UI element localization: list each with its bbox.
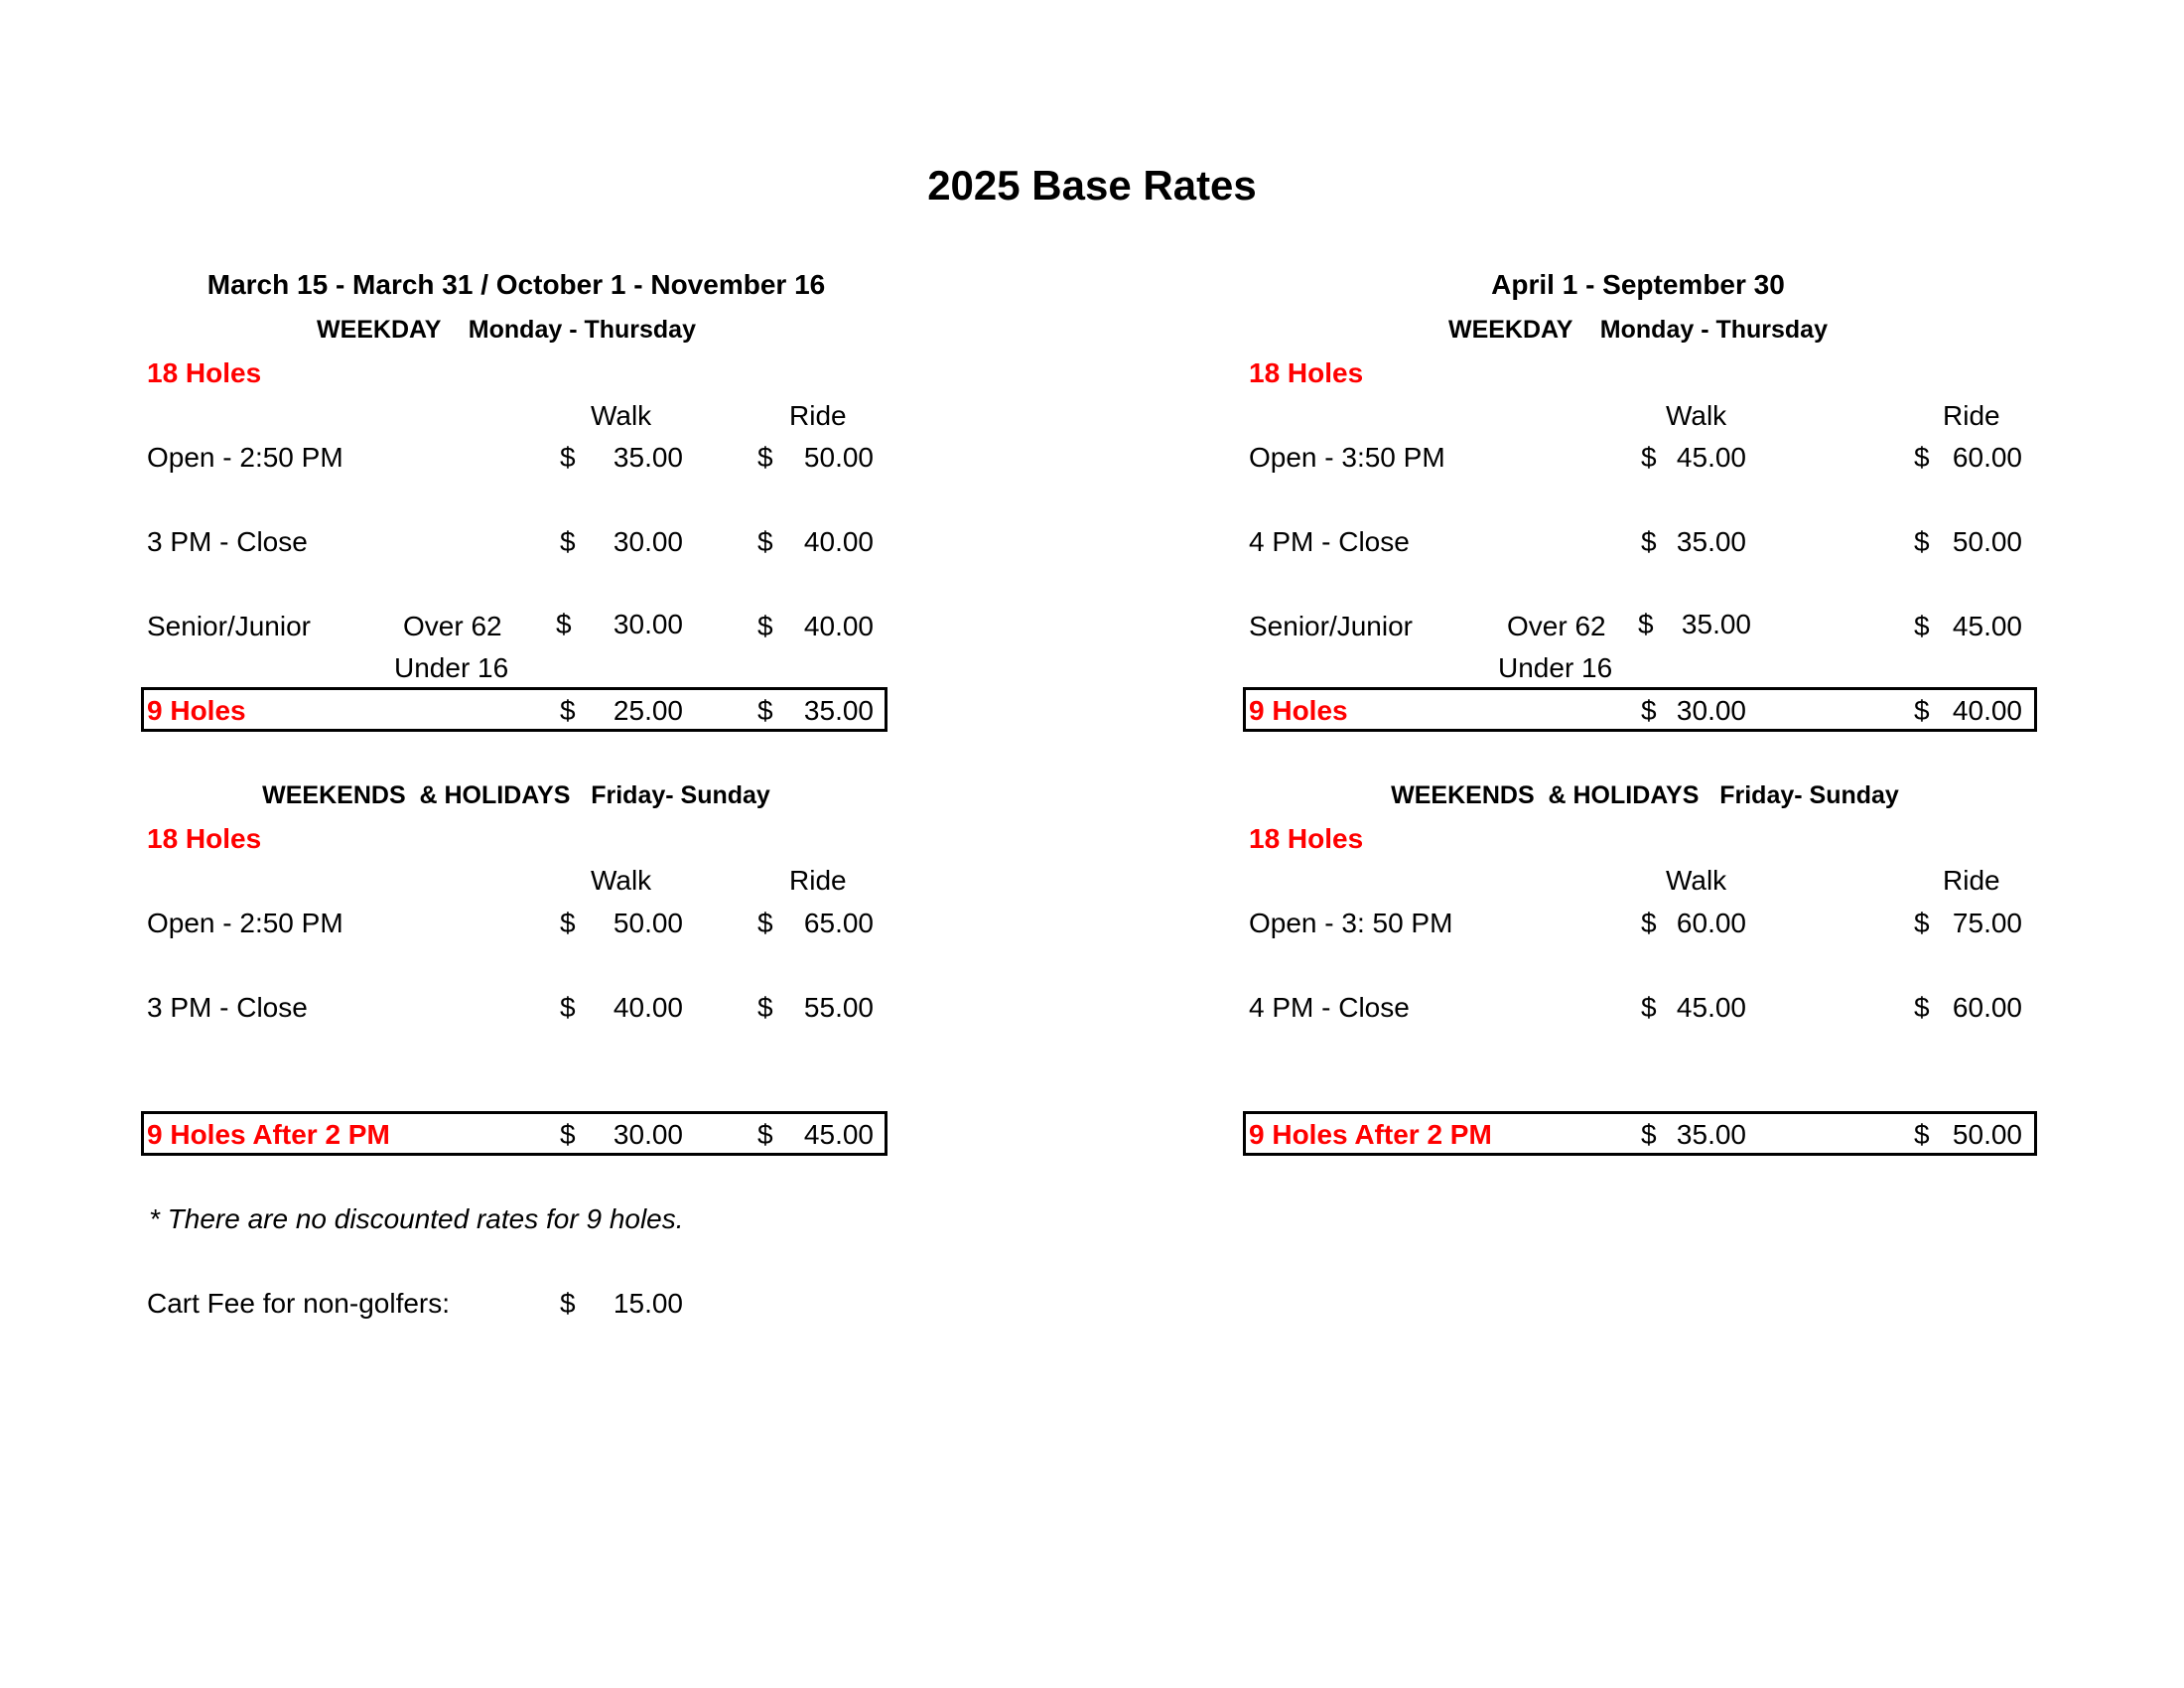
nine-holes-label: 9 Holes: [147, 695, 246, 726]
walk-price: 30.00: [613, 609, 683, 639]
currency-symbol: $: [757, 611, 773, 641]
nine-holes-after-label: 9 Holes After 2 PM: [147, 1119, 390, 1150]
rate-row-label: 4 PM - Close: [1249, 526, 1410, 557]
currency-symbol: $: [1641, 695, 1657, 726]
left-season-heading: March 15 - March 31 / October 1 - November 16: [206, 269, 826, 300]
currency-symbol: $: [757, 442, 773, 473]
currency-symbol: $: [1914, 695, 1930, 726]
rate-row-label: Senior/Junior: [1249, 611, 1413, 641]
currency-symbol: $: [757, 695, 773, 726]
rate-row-label: Open - 2:50 PM: [147, 908, 343, 938]
currency-symbol: $: [1641, 992, 1657, 1023]
right-weekend-walk-header: Walk: [1666, 865, 1727, 896]
left-weekday-heading: WEEKDAY Monday - Thursday: [316, 316, 696, 344]
ride-price: 40.00: [803, 611, 874, 641]
right-weekend-heading: WEEKENDS & HOLIDAYS Friday- Sunday: [1391, 781, 1899, 809]
currency-symbol: $: [1914, 442, 1930, 473]
currency-symbol: $: [560, 526, 576, 557]
currency-symbol: $: [560, 442, 576, 473]
right-weekday-ride-header: Ride: [1943, 400, 2000, 431]
age-note-under: Under 16: [394, 652, 509, 683]
left-weekend-ride-header: Ride: [789, 865, 847, 896]
currency-symbol: $: [1641, 1119, 1657, 1150]
rate-row-label: Open - 2:50 PM: [147, 442, 343, 473]
ride-price: 40.00: [1952, 695, 2022, 726]
walk-price: 30.00: [613, 526, 683, 557]
currency-symbol: $: [1641, 526, 1657, 557]
ride-price: 50.00: [803, 442, 874, 473]
walk-price: 45.00: [1676, 442, 1746, 473]
currency-symbol: $: [1914, 611, 1930, 641]
currency-symbol: $: [560, 695, 576, 726]
rate-row-label: 3 PM - Close: [147, 992, 308, 1023]
nine-holes-label: 9 Holes: [1249, 695, 1348, 726]
ride-price: 75.00: [1952, 908, 2022, 938]
ride-price: 60.00: [1952, 442, 2022, 473]
left-weekend-walk-header: Walk: [591, 865, 652, 896]
right-weekday-section: 18 Holes: [1249, 357, 1364, 388]
ride-price: 60.00: [1952, 992, 2022, 1023]
walk-price: 30.00: [1676, 695, 1746, 726]
currency-symbol: $: [757, 1119, 773, 1150]
currency-symbol: $: [1914, 908, 1930, 938]
currency-symbol: $: [1641, 908, 1657, 938]
currency-symbol: $: [1914, 1119, 1930, 1150]
page-title: 2025 Base Rates: [927, 162, 1257, 209]
rate-row-label: 4 PM - Close: [1249, 992, 1410, 1023]
ride-price: 65.00: [803, 908, 874, 938]
walk-price: 25.00: [613, 695, 683, 726]
nine-holes-after-label: 9 Holes After 2 PM: [1249, 1119, 1492, 1150]
currency-symbol: $: [1641, 442, 1657, 473]
left-weekend-heading: WEEKENDS & HOLIDAYS Friday- Sunday: [262, 781, 770, 809]
walk-price: 35.00: [613, 442, 683, 473]
currency-symbol: $: [1638, 609, 1654, 639]
footnote: * There are no discounted rates for 9 holes.: [149, 1203, 684, 1234]
right-season-heading: April 1 - September 30: [1491, 269, 1785, 300]
left-weekday-ride-header: Ride: [789, 400, 847, 431]
currency-symbol: $: [560, 908, 576, 938]
age-note-over: Over 62: [1507, 611, 1606, 641]
walk-price: 40.00: [613, 992, 683, 1023]
currency-symbol: $: [757, 992, 773, 1023]
currency-symbol: $: [560, 1119, 576, 1150]
walk-price: 45.00: [1676, 992, 1746, 1023]
currency-symbol: $: [1914, 526, 1930, 557]
cart-fee-value: 15.00: [613, 1288, 683, 1319]
age-note-under: Under 16: [1498, 652, 1613, 683]
walk-price: 35.00: [1676, 1119, 1746, 1150]
right-weekend-ride-header: Ride: [1943, 865, 2000, 896]
ride-price: 45.00: [803, 1119, 874, 1150]
ride-price: 55.00: [803, 992, 874, 1023]
walk-price: 30.00: [613, 1119, 683, 1150]
left-weekend-section: 18 Holes: [147, 823, 262, 854]
ride-price: 35.00: [803, 695, 874, 726]
left-weekday-section: 18 Holes: [147, 357, 262, 388]
age-note-over: Over 62: [403, 611, 502, 641]
currency-symbol: $: [757, 526, 773, 557]
walk-price: 60.00: [1676, 908, 1746, 938]
rate-row-label: Open - 3: 50 PM: [1249, 908, 1453, 938]
walk-price: 35.00: [1676, 526, 1746, 557]
currency-symbol: $: [1914, 992, 1930, 1023]
ride-price: 45.00: [1952, 611, 2022, 641]
rate-row-label: 3 PM - Close: [147, 526, 308, 557]
rate-row-label: Open - 3:50 PM: [1249, 442, 1445, 473]
left-weekday-walk-header: Walk: [591, 400, 652, 431]
currency-symbol: $: [560, 1288, 576, 1319]
cart-fee-label: Cart Fee for non-golfers:: [147, 1288, 451, 1319]
rate-row-label: Senior/Junior: [147, 611, 311, 641]
currency-symbol: $: [560, 992, 576, 1023]
currency-symbol: $: [556, 609, 572, 639]
right-weekday-heading: WEEKDAY Monday - Thursday: [1447, 316, 1828, 344]
ride-price: 50.00: [1952, 1119, 2022, 1150]
ride-price: 40.00: [803, 526, 874, 557]
right-weekend-section: 18 Holes: [1249, 823, 1364, 854]
currency-symbol: $: [757, 908, 773, 938]
ride-price: 50.00: [1952, 526, 2022, 557]
walk-price: 50.00: [613, 908, 683, 938]
walk-price: 35.00: [1681, 609, 1751, 639]
right-weekday-walk-header: Walk: [1666, 400, 1727, 431]
